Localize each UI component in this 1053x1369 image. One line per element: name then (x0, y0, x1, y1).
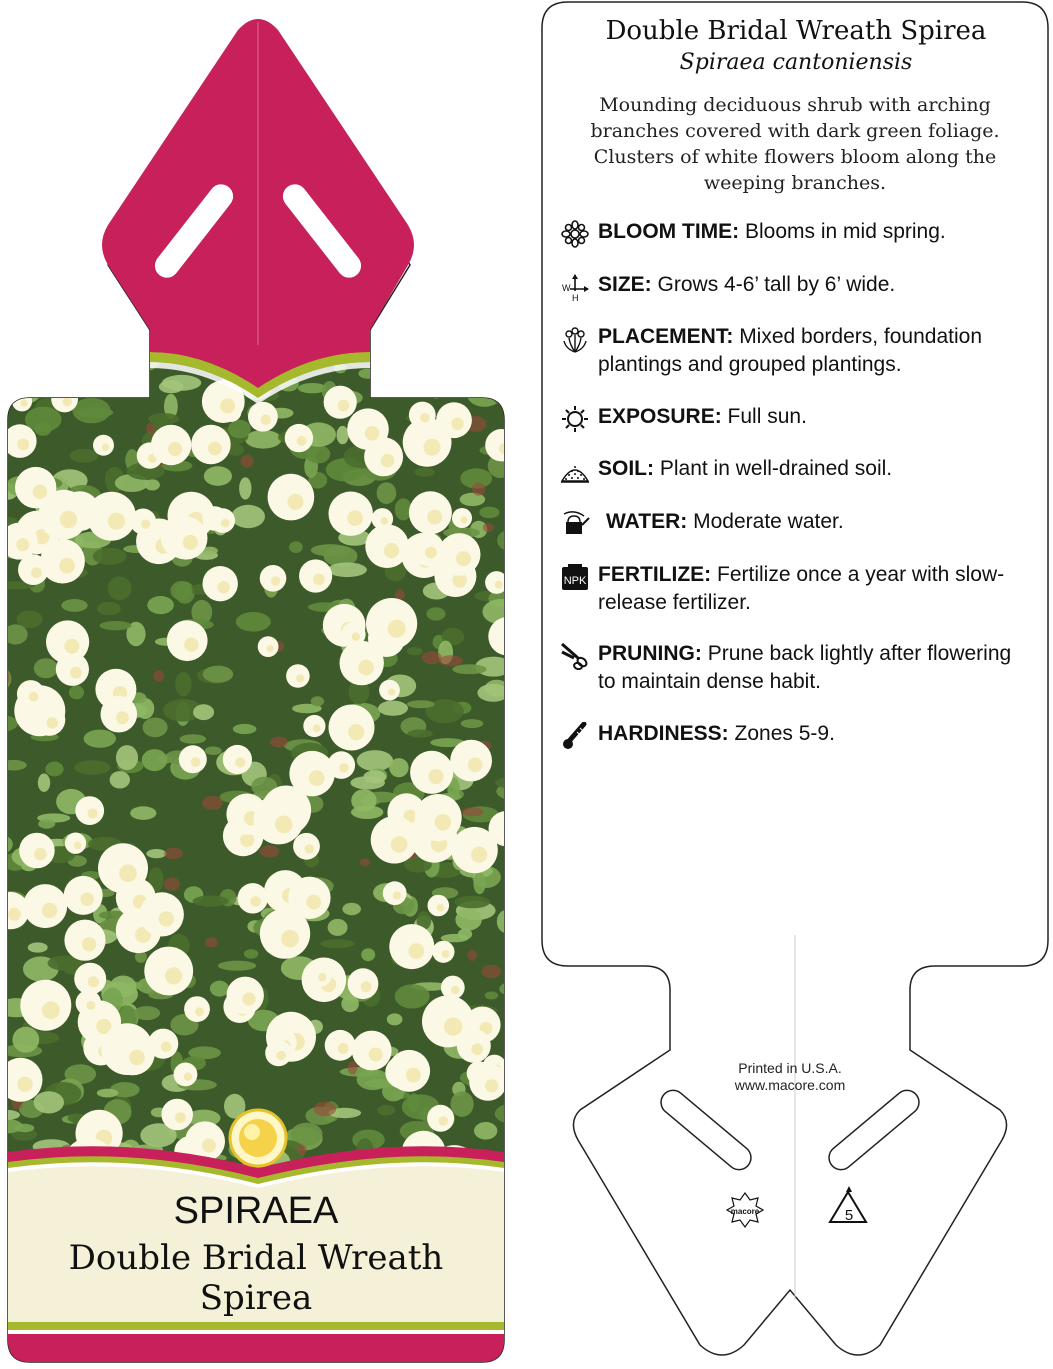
svg-text:W: W (562, 283, 571, 293)
botanical-name: Spiraea cantoniensis (679, 50, 913, 75)
care-soil: SOIL: Plant in well-drained soil. (560, 455, 1030, 483)
svg-text:H: H (572, 293, 579, 301)
plant-description: Mounding deciduous shrub with arching branches covered with dark green foliage. Clusters of white flowers bloom along the weeping branches. (590, 94, 1000, 194)
svg-text:macore: macore (730, 1207, 760, 1216)
care-bloom-time: BLOOM TIME: Blooms in mid spring. (560, 218, 1030, 246)
size-icon (560, 273, 590, 301)
care-pruning: PRUNING: Prune back lightly after flowering to maintain dense habit. (560, 640, 1030, 696)
placement-icon (560, 325, 590, 353)
bottom-green-line (8, 1322, 504, 1330)
svg-text:NPK: NPK (563, 575, 587, 587)
care-fertilize: NPK FERTILIZE: Fertilize once a year with slow-release fertilizer. (560, 561, 1030, 617)
macore-logo (727, 1193, 763, 1227)
pruners-icon (560, 642, 590, 670)
soil-icon (560, 457, 590, 485)
recycle-code: 5 (844, 1207, 854, 1224)
plant-common-name: Double Bridal Wreath Spirea (68, 1238, 444, 1318)
printed-country: Printed in U.S.A. (738, 1060, 842, 1076)
care-water: WATER: Moderate water. (560, 508, 1030, 536)
flower-icon (560, 220, 590, 248)
plant-genus: SPIRAEA (173, 1190, 339, 1232)
watering-can-icon (560, 510, 590, 538)
care-exposure: EXPOSURE: Full sun. (560, 403, 1030, 431)
plant-title: Double Bridal Wreath Spirea (605, 16, 987, 46)
printed-in (690, 1060, 890, 1094)
sun-icon (560, 405, 590, 433)
care-size: W H SIZE: Grows 4-6’ tall by 6’ wide. (562, 273, 896, 301)
website-text: www.macore.com (734, 1077, 846, 1093)
fertilizer-icon (560, 563, 590, 591)
care-hardiness: HARDINESS: Zones 5-9. (560, 720, 1030, 748)
thermometer-icon (560, 722, 590, 750)
care-placement: PLACEMENT: Mixed borders, foundation plantings and grouped plantings. (560, 323, 1030, 379)
